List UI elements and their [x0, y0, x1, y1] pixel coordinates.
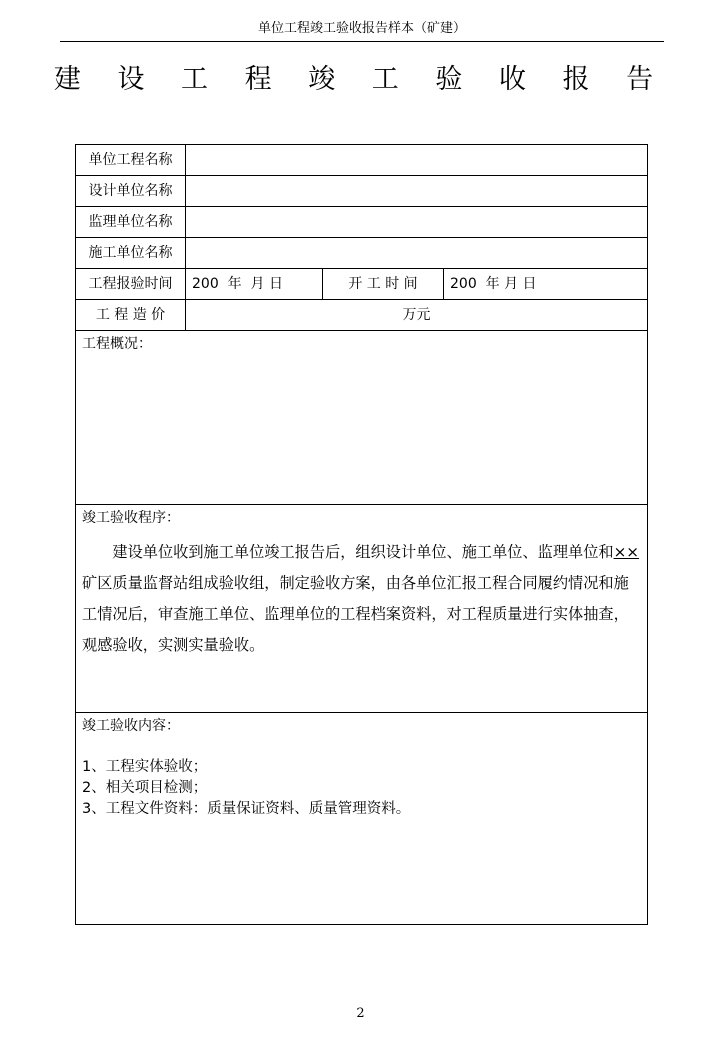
form-row-unit-project [76, 145, 648, 176]
form-row-project-cost [76, 300, 648, 331]
procedure-text-before: 建设单位收到施工单位竣工报告后，组织设计单位、施工单位、监理单位和 [112, 543, 614, 561]
form-row-overview [76, 331, 648, 505]
procedure-paragraph [82, 537, 641, 661]
design-unit-field[interactable] [186, 176, 648, 207]
project-cost-label: 工 程 造 价 [76, 300, 186, 331]
content-list-item: 2、相关项目检测； [82, 780, 208, 796]
unit-project-name-label: 单位工程名称 [76, 145, 186, 176]
supervision-unit-label: 监理单位名称 [76, 207, 186, 238]
form-row-supervision-unit [76, 207, 648, 238]
overview-label: 工程概况： [82, 336, 152, 352]
construction-unit-field[interactable] [186, 238, 648, 269]
procedure-label: 竣工验收程序： [82, 510, 180, 526]
page-number: 2 [356, 1006, 365, 1021]
unit-project-name-field[interactable] [186, 145, 648, 176]
inspection-time-field[interactable]: 200 年 月 日 [186, 269, 323, 300]
procedure-text-after: 矿区质量监督站组成验收组，制定验收方案，由各单位汇报工程合同履约情况和施工情况后，审查施工单位、监理单位的工程档案资料，对工程质量进行实体抽查，观感验收，实测实量验收。 [82, 574, 629, 654]
project-cost-field[interactable]: 万元 [186, 300, 648, 331]
start-time-label: 开 工 时 间 [323, 269, 444, 300]
form-row-procedure [76, 505, 648, 713]
report-form [75, 144, 648, 925]
page-header: 单位工程竣工验收报告样本（矿建） [257, 21, 466, 36]
inspection-time-label: 工程报验时间 [76, 269, 186, 300]
content-list-item: 3、工程文件资料：质量保证资料、质量管理资料。 [82, 801, 411, 817]
header-rule [60, 41, 664, 42]
form-row-construction-unit [76, 238, 648, 269]
content-list-item: 1、工程实体验收； [82, 759, 208, 775]
procedure-section [76, 505, 648, 713]
design-unit-label: 设计单位名称 [76, 176, 186, 207]
form-row-content [76, 713, 648, 925]
start-time-field[interactable]: 200 年 月 日 [444, 269, 648, 300]
form-row-design-unit [76, 176, 648, 207]
construction-unit-label: 施工单位名称 [76, 238, 186, 269]
content-list [82, 757, 641, 820]
procedure-xx-placeholder: ×× [613, 543, 640, 561]
content-section [76, 713, 648, 925]
overview-section[interactable] [76, 331, 648, 505]
content-label: 竣工验收内容： [82, 718, 180, 734]
form-row-dates [76, 269, 648, 300]
supervision-unit-field[interactable] [186, 207, 648, 238]
report-title: 建 设 工 程 竣 工 验 收 报 告 [53, 64, 668, 95]
